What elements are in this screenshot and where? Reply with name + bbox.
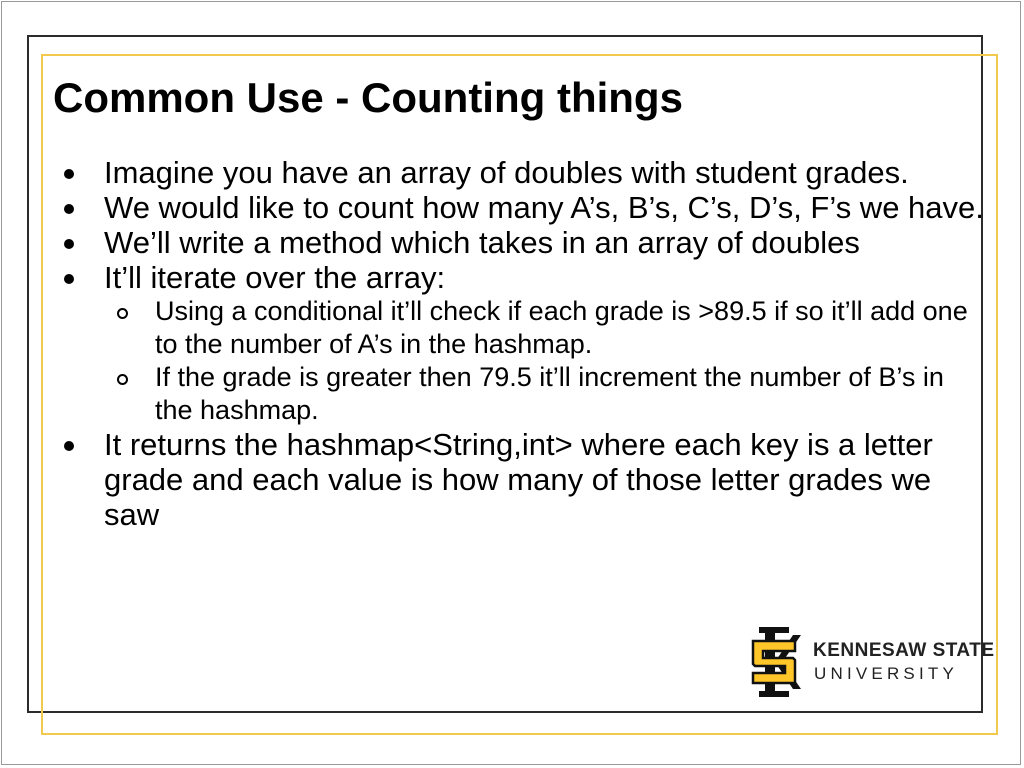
bullet-dot-icon [64, 239, 74, 249]
bullet-dot-icon [64, 204, 74, 214]
logo-text-kennesaw-state: KENNESAW STATE [813, 640, 995, 661]
bullet-dot-icon [64, 169, 74, 179]
sub-bullet-item [0, 361, 970, 427]
sub-bullet-text: If the grade is greater then 79.5 it’ll increment the number of B’s in the hashmap. [155, 362, 944, 425]
bullet-item [0, 260, 984, 295]
bullet-item [0, 225, 984, 260]
bullet-circle-icon [117, 308, 128, 319]
logo-text-university: UNIVERSITY [814, 664, 959, 683]
bullet-item [0, 190, 984, 225]
sub-bullet-item [0, 295, 970, 361]
sub-bullet-text: Using a conditional it’ll check if each grade is >89.5 if so it’ll add one to the number of A’s in the hashmap. [155, 296, 968, 359]
bullet-text: We’ll write a method which takes in an array of doubles [104, 225, 860, 260]
bullet-dot-icon [64, 441, 74, 451]
ksu-logo-mark-icon [745, 627, 803, 697]
bullet-text: Imagine you have an array of doubles with student grades. [104, 155, 909, 190]
slide-title: Common Use - Counting things [53, 74, 683, 121]
bullet-item [0, 427, 984, 532]
bullet-list [0, 155, 1024, 532]
bullet-text: We would like to count how many A’s, B’s, C’s, D’s, F’s we have. [104, 190, 984, 225]
bullet-text: It’ll iterate over the array: [104, 260, 446, 295]
bullet-dot-icon [64, 274, 74, 284]
university-logo [745, 627, 995, 697]
bullet-circle-icon [117, 374, 128, 385]
bullet-text: It returns the hashmap<String,int> where each key is a letter grade and each value is how many of those letter grades we saw [104, 427, 933, 532]
bullet-item [0, 155, 984, 190]
